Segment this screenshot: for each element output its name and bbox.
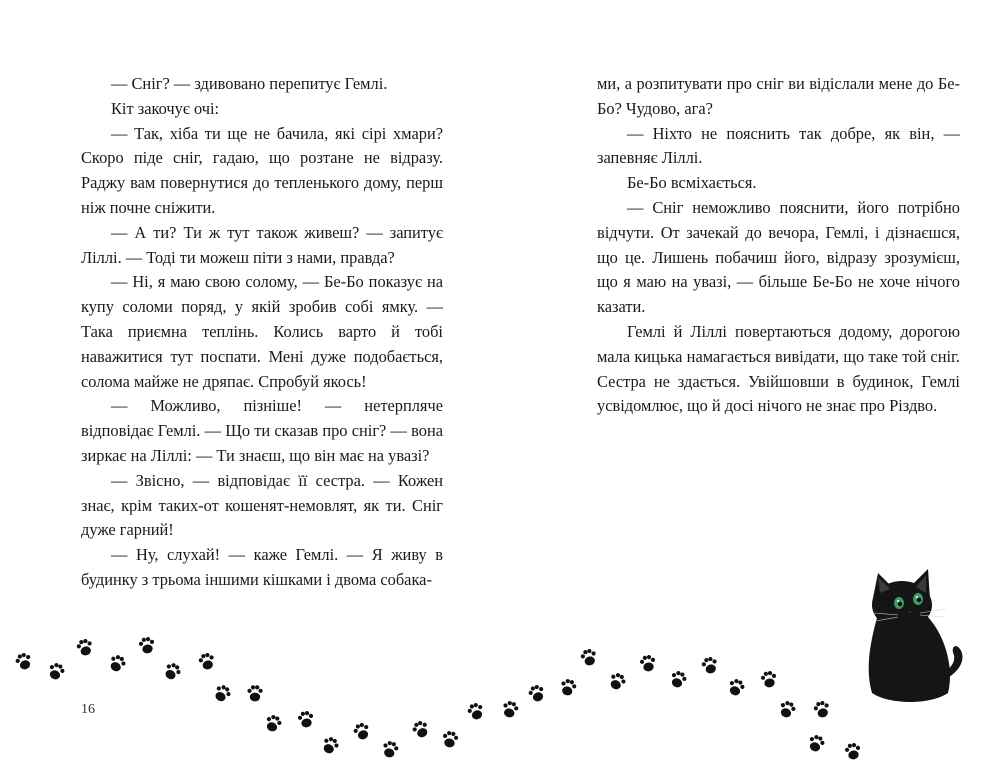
paw-print-icon (107, 653, 128, 674)
paw-print-icon (410, 719, 431, 740)
paw-print-icon (297, 710, 315, 729)
paragraph: — А ти? Ти ж тут також живеш? — запитує Ліллі. — Тоді ти можеш піти з нами, правда? (81, 222, 443, 267)
paw-print-icon (212, 683, 233, 705)
paw-print-icon (559, 678, 578, 698)
paw-print-icon (247, 685, 262, 701)
paw-print-icon (700, 656, 719, 676)
paw-print-icon (441, 730, 459, 749)
paw-print-icon (162, 661, 183, 683)
paw-print-icon (75, 638, 94, 658)
paragraph: Бе-Бо всміхається. (627, 173, 757, 193)
paw-print-icon (806, 733, 826, 753)
paw-print-icon (844, 742, 862, 761)
paw-print-icon (381, 740, 400, 760)
paw-print-icon (579, 648, 598, 668)
paw-print-icon (197, 652, 216, 672)
paw-print-icon (46, 661, 66, 681)
paw-print-icon (263, 713, 283, 733)
paw-print-icon (639, 654, 657, 673)
paragraph: — Ніхто не пояснить так добре, як він, — запевняє Ліллі. (597, 123, 960, 168)
paragraph: — Звісно, — відповідає її сестра. — Кожен знає, крім таких-от кошенят-немовлят, як ти. Сніг дуже гарний! (81, 470, 443, 540)
paragraph: — Можливо, пізніше! — нетерпляче відповідає Гемлі. — Що ти сказав про сніг? — вона зиркає на Ліллі: — Ти знаєш, що він має на увазі? (81, 396, 443, 465)
paw-print-icon (352, 721, 372, 741)
paw-print-icon (760, 670, 778, 689)
paw-print-icon (668, 669, 688, 689)
paragraph: — Сніг? — здивовано перепитує Гемлі. (111, 74, 388, 93)
paragraph: — Сніг неможливо пояснити, його потрібно відчути. От зачекай до вечора, Гемлі, і дізнаєшся, що це. Лишень побачиш його, відразу зрозумієш, що я маю на увазі, — більше Бе-Бо не хоче нічого казати. (597, 197, 960, 317)
paw-print-icon (466, 701, 486, 721)
paw-print-icon (320, 735, 341, 756)
right-text-column (597, 72, 960, 419)
page-number: 16 (81, 702, 95, 717)
paragraph: — Ні, я маю свою солому, — Бе-Бо показує на купу соломи поряд, у якій зробив собі ямку. — Така приємна теплінь. Колись варто й тобі наважитися тут поспати. Мені дуже подобається, солома майже не дряпає. Спробуй якось! (81, 272, 443, 391)
left-text-column (81, 72, 443, 593)
paw-print-icon (812, 700, 831, 720)
paragraph: Гемлі й Ліллі повертаються додому, дорогою мала кицька намагається вивідати, що таке той сніг. Сестра не здається. Увійшовши в будинок, Гемлі усвідомлює, що й досі нічого не знає про Різдво. (597, 321, 960, 416)
paw-print-icon (607, 671, 628, 692)
paw-print-icon (777, 699, 797, 719)
paw-print-icon (501, 700, 520, 720)
black-cat-icon (850, 565, 970, 705)
paw-print-icon (527, 683, 547, 703)
paragraph: — Так, хіба ти ще не бачила, які сірі хмари? Скоро піде сніг, гадаю, що розтане не відразу. Раджу вам повернутися до тепленького дому, перш ніж почне сніжити. (81, 123, 443, 217)
paw-print-icon (14, 651, 34, 671)
paw-print-icon (726, 677, 746, 697)
paragraph: Кіт закочує очі: (111, 98, 220, 118)
paragraph: — Ну, слухай! — каже Гемлі. — Я живу в будинку з трьома іншими кішками і двома собака- (81, 545, 443, 589)
paragraph: ми, а розпитувати про сніг ви відіслали мене до Бе-Бо? Чудово, ага? (597, 74, 960, 118)
paw-print-icon (138, 636, 156, 655)
